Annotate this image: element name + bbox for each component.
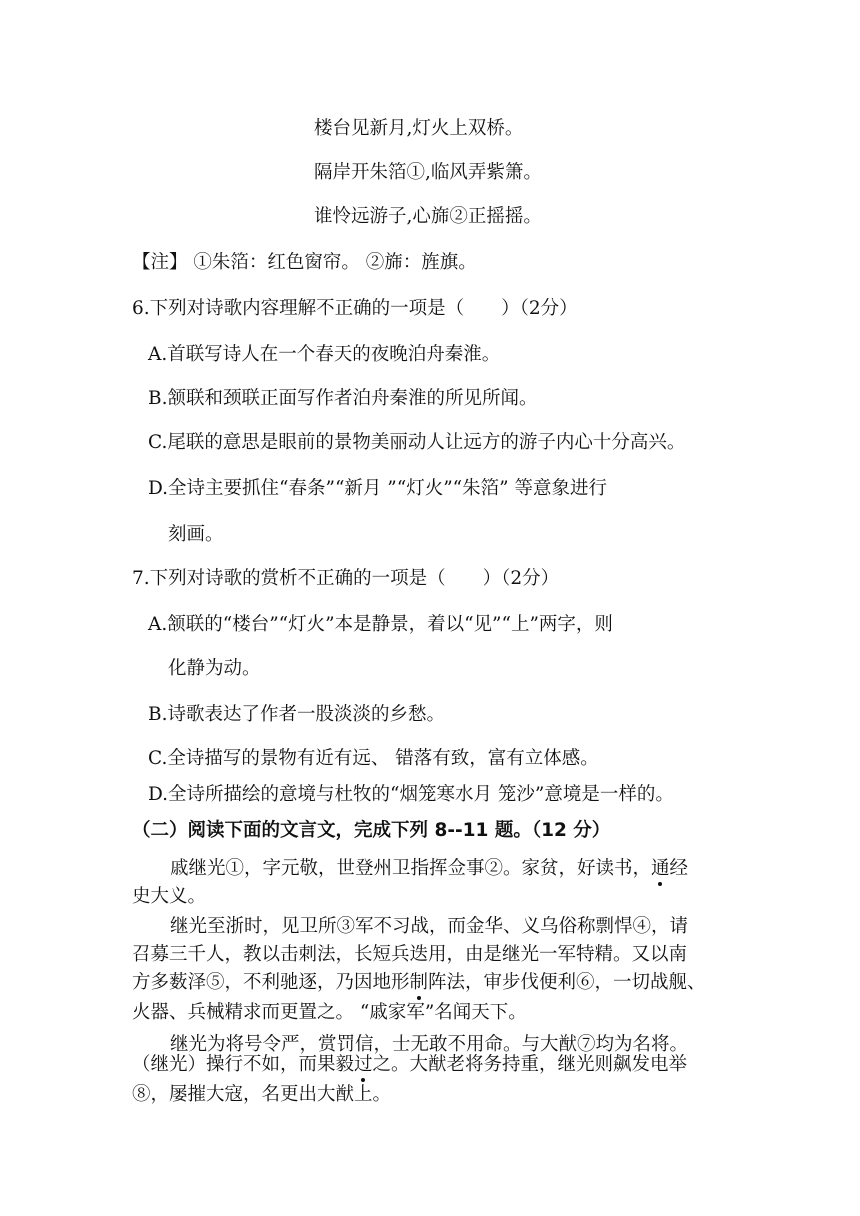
question-6-option-d-line-2: 刻画。 — [168, 524, 224, 545]
passage-text: 戚继光①，字元敬，世登州卫指挥佥事②。家贫，好读书， — [170, 858, 652, 879]
passage-p2-line-2: 召募三千人，教以击刺法，长短兵迭用，由是继光一军特精。又以南 — [132, 944, 688, 965]
passage-p1-line-2: 史大义。 — [132, 886, 207, 907]
question-6-option-a: A.首联写诗人在一个春天的夜晚泊舟秦淮。 — [148, 344, 501, 365]
poem-line-1: 楼台见新月,灯火上双桥。 — [314, 118, 524, 139]
passage-p2-line-4: 火器、兵械精求而更置之。 “戚家军”名闻天下。 — [132, 1002, 527, 1023]
dotted-character: 过 — [354, 1054, 373, 1075]
passage-p3-line-3: ⑧，屡摧大寇，名更出大猷上。 — [132, 1084, 392, 1105]
question-7-option-a-line-2: 化静为动。 — [168, 658, 261, 679]
question-7-option-c: C.全诗描写的景物有近有远、 错落有致，富有立体感。 — [148, 748, 599, 769]
section-2-heading: （二）阅读下面的文言文，完成下列 8--11 题。（12 分） — [132, 820, 611, 841]
question-7-option-b: B.诗歌表达了作者一股淡淡的乡愁。 — [148, 704, 445, 725]
passage-text: （继光）操行不如，而果毅 — [132, 1054, 355, 1075]
question-7-option-d: D.全诗所描绘的意境与杜牧的“烟笼寒水月 笼沙”意境是一样的。 — [148, 784, 674, 805]
passage-text: 阵法，审步伐便利⑥，一切战舰、 — [428, 972, 706, 993]
passage-text: 之。大猷老将务持重，继光则飙发电举 — [372, 1054, 688, 1075]
dotted-character: 通 — [651, 858, 670, 879]
passage-p3-line-2 — [132, 1054, 687, 1076]
dotted-character: 制 — [409, 972, 429, 993]
question-7-option-a-line-1: A.颔联的“楼台”“灯火”本是静景，着以“见”“上”两字，则 — [148, 614, 613, 635]
question-6-option-b: B.颔联和颈联正面写作者泊舟秦淮的所见所闻。 — [148, 388, 538, 409]
passage-text: 方多薮泽⑤，不利驰逐，乃因地形 — [132, 972, 410, 993]
question-6-option-c: C.尾联的意思是眼前的景物美丽动人让远方的游子内心十分高兴。 — [148, 432, 686, 453]
passage-p2-line-1: 继光至浙时，见卫所③军不习战，而金华、义乌俗称剽悍④，请 — [170, 916, 689, 937]
passage-p2-line-3 — [132, 972, 706, 994]
passage-p3-line-1: 继光为将号令严，赏罚信，士无敢不用命。与大猷⑦均为名将。 — [170, 1034, 689, 1055]
poem-note: 【注】 ①朱箔：红色窗帘。 ②旆：旌旗。 — [132, 252, 477, 273]
question-6-option-d-line-1: D.全诗主要抓住“春条”“新月 ”“灯火”“朱箔” 等意象进行 — [148, 478, 607, 499]
passage-text: 经 — [669, 858, 689, 879]
question-6-stem: 6.下列对诗歌内容理解不正确的一项是（ ）（2分） — [132, 298, 578, 319]
question-7-stem: 7.下列对诗歌的赏析不正确的一项是（ ）（2分） — [132, 568, 560, 589]
passage-p1-line-1 — [170, 858, 688, 880]
poem-line-3: 谁怜远游子,心旆②正摇摇。 — [314, 206, 542, 227]
poem-line-2: 隔岸开朱箔①,临风弄紫箫。 — [314, 162, 542, 183]
